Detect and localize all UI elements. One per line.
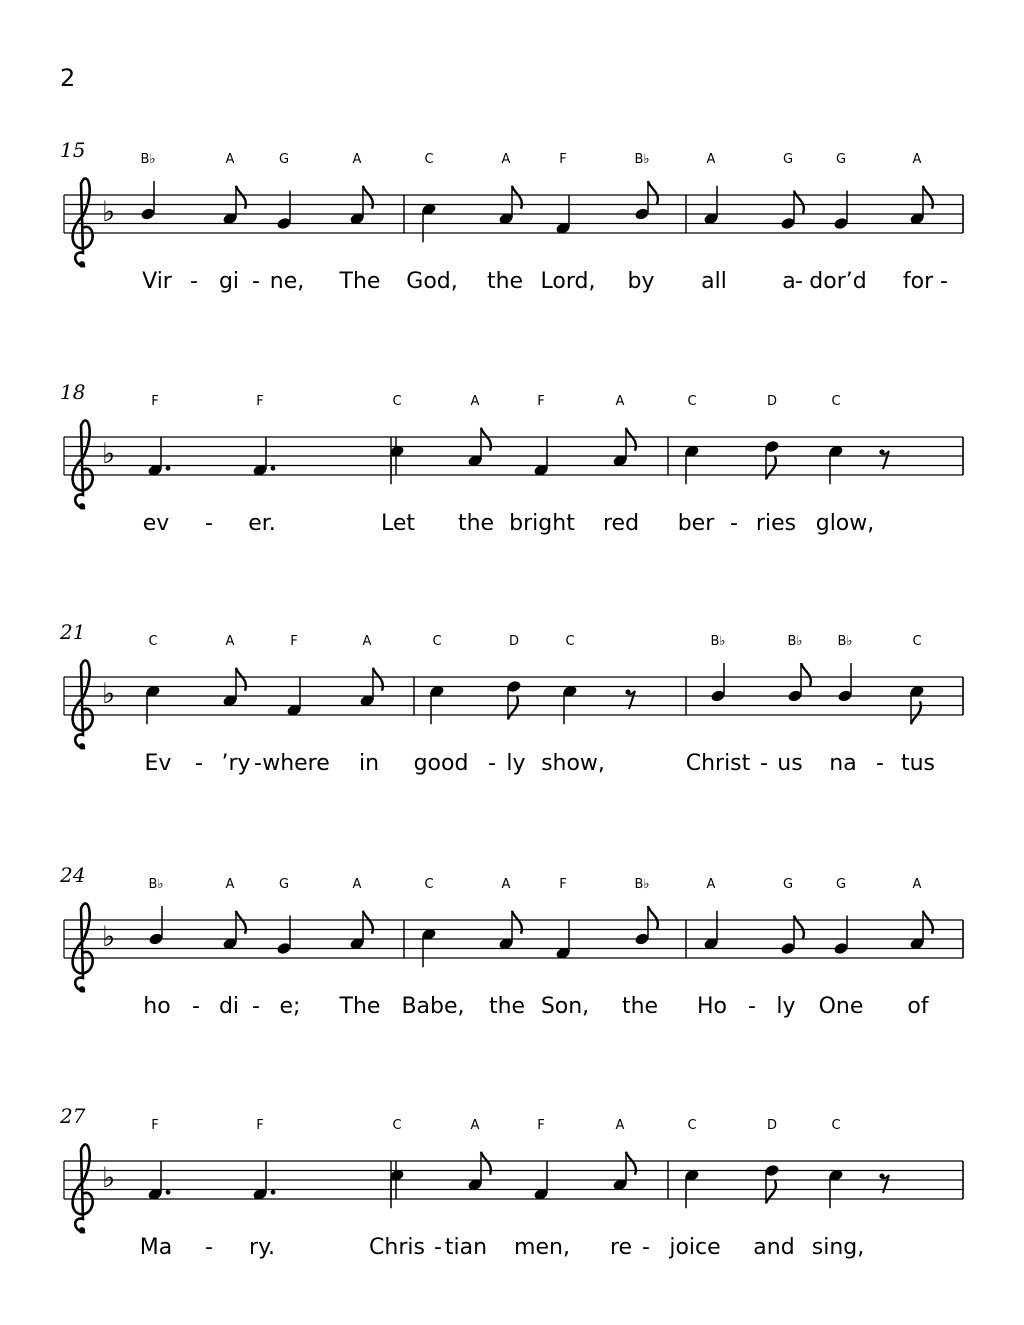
note-name: A [352, 152, 362, 167]
note-flag [236, 186, 246, 209]
lyric-syllable: ber [677, 511, 715, 536]
note-name: F [290, 634, 298, 649]
lyric-syllable: of [907, 994, 929, 1019]
key-signature-flat-icon: ♭ [102, 677, 116, 710]
note-flag [508, 697, 518, 720]
lyric-syllable: by [627, 269, 655, 294]
page-number: 2 [60, 64, 76, 92]
lyric-syllable: the [488, 994, 526, 1019]
lyric-syllable: Son, [540, 994, 590, 1019]
note-name: F [537, 394, 545, 409]
lyric-syllable: - [795, 269, 803, 294]
note-name: G [835, 877, 847, 892]
lyric-syllable: red [602, 511, 640, 536]
note-name: A [225, 152, 235, 167]
note-name: A [615, 1118, 625, 1133]
note-name: C [687, 1118, 697, 1133]
clef-tail-dot [79, 261, 85, 267]
rest-dot [879, 1173, 884, 1178]
note-name: A [225, 877, 235, 892]
note-name: F [256, 1118, 264, 1133]
note-name: C [565, 634, 575, 649]
clef-tail-dot [79, 503, 85, 509]
lyric-syllable: - [252, 269, 260, 294]
lyric-syllable: ho [143, 994, 171, 1019]
note-flag [481, 1152, 491, 1175]
lyric-syllable: where [262, 751, 330, 776]
lyric-syllable: Vir [142, 269, 172, 294]
lyric-syllable: re [609, 1235, 633, 1260]
lyric-syllable: - [488, 751, 496, 776]
note-flag [766, 457, 776, 480]
lyric-syllable: us [777, 751, 803, 776]
note-flag [648, 181, 658, 204]
note-name: A [706, 152, 716, 167]
key-signature-flat-icon: ♭ [102, 920, 116, 953]
lyric-syllable: - [192, 994, 200, 1019]
key-signature-flat-icon: ♭ [102, 437, 116, 470]
lyric-syllable: a [782, 269, 796, 294]
lyric-syllable: Babe, [401, 994, 465, 1019]
lyric-syllable: ne, [269, 269, 305, 294]
note-name: F [256, 394, 264, 409]
lyric-syllable: tian [444, 1235, 488, 1260]
rest-dot [625, 689, 630, 694]
note-name: C [831, 1118, 841, 1133]
lyric-syllable: Christ [685, 751, 751, 776]
lyric-syllable: ’ry [221, 751, 251, 776]
lyric-syllable: the [621, 994, 659, 1019]
lyric-syllable: Lord, [540, 269, 596, 294]
note-name: C [148, 634, 158, 649]
dot [271, 1190, 276, 1195]
lyric-syllable: ry. [249, 1235, 275, 1260]
lyric-syllable: the [486, 269, 524, 294]
lyric-syllable: men, [514, 1235, 570, 1260]
lyric-syllable: - [195, 751, 203, 776]
lyric-syllable: joice [669, 1235, 721, 1260]
note-name: A [501, 152, 511, 167]
lyric-syllable: The [339, 994, 381, 1019]
note-name: F [559, 152, 567, 167]
note-flag [801, 663, 811, 686]
staff-system [60, 138, 963, 294]
treble-clef-icon [73, 178, 93, 266]
treble-clef-icon [73, 1144, 93, 1232]
note-flag [648, 906, 658, 929]
note-name: F [151, 394, 159, 409]
note-name: C [831, 394, 841, 409]
note-name: B♭ [634, 877, 650, 892]
lyric-syllable: na [829, 751, 857, 776]
treble-clef-icon [73, 420, 93, 508]
lyric-syllable: - [876, 751, 884, 776]
note-name: C [424, 877, 434, 892]
note-name: G [278, 877, 290, 892]
note-name: C [432, 634, 442, 649]
note-flag [236, 911, 246, 934]
lyric-syllable: the [457, 511, 495, 536]
note-name: B♭ [710, 634, 726, 649]
lyric-syllable: ly [506, 751, 526, 776]
lyric-syllable: in [358, 751, 380, 776]
rest-dot [879, 449, 884, 454]
lyric-syllable: di [218, 994, 240, 1019]
lyric-syllable: - [254, 751, 262, 776]
note-name: A [470, 1118, 480, 1133]
note-flag [794, 916, 804, 939]
note-name: B♭ [837, 634, 853, 649]
staff-system [59, 620, 963, 776]
measure-number: 27 [60, 1104, 86, 1128]
note-flag [923, 186, 933, 209]
lyric-syllable: - [748, 994, 756, 1019]
lyric-syllable: - [642, 1235, 650, 1260]
note-flag [911, 701, 921, 724]
note-name: G [782, 152, 794, 167]
note-flag [512, 911, 522, 934]
note-name: A [615, 394, 625, 409]
note-name: F [559, 877, 567, 892]
note-name: A [352, 877, 362, 892]
note-name: A [362, 634, 372, 649]
note-name: C [912, 634, 922, 649]
note-name: C [392, 1118, 402, 1133]
note-flag [363, 186, 373, 209]
note-name: A [225, 634, 235, 649]
note-flag [626, 428, 636, 451]
measure-number: 21 [60, 620, 86, 644]
note-flag [626, 1152, 636, 1175]
treble-clef-icon [73, 903, 93, 991]
dot [166, 1190, 171, 1195]
key-signature-flat-icon: ♭ [102, 1161, 116, 1194]
note-flag [923, 911, 933, 934]
lyric-syllable: glow, [815, 511, 875, 536]
lyric-syllable: - [730, 511, 738, 536]
note-name: A [912, 877, 922, 892]
note-flag [512, 186, 522, 209]
note-name: C [687, 394, 697, 409]
note-flag [481, 428, 491, 451]
lyric-syllable: - [434, 1235, 442, 1260]
note-flag [794, 191, 804, 214]
note-name: D [508, 634, 520, 649]
staff-system [59, 1104, 963, 1260]
measure-number: 24 [60, 863, 86, 887]
note-name: A [706, 877, 716, 892]
key-signature-flat-icon: ♭ [102, 195, 116, 228]
lyric-syllable: One [818, 994, 864, 1019]
lyric-syllable: - [940, 269, 948, 294]
lyric-syllable: bright [509, 511, 575, 536]
staff-system [60, 380, 963, 536]
note-name: B♭ [140, 152, 156, 167]
note-flag [236, 668, 246, 691]
note-name: F [537, 1118, 545, 1133]
dot [166, 466, 171, 471]
lyric-syllable: and [753, 1235, 795, 1260]
note-name: B♭ [148, 877, 164, 892]
lyric-syllable: tus [900, 751, 936, 776]
lyric-syllable: all [701, 269, 727, 294]
lyric-syllable: sing, [811, 1235, 865, 1260]
lyric-syllable: Ho [696, 994, 728, 1019]
lyric-syllable: ly [776, 994, 796, 1019]
note-name: B♭ [787, 634, 803, 649]
dot [271, 466, 276, 471]
lyric-syllable: ev [142, 511, 170, 536]
note-name: C [392, 394, 402, 409]
lyric-syllable: - [760, 751, 768, 776]
lyric-syllable: Ma [139, 1235, 173, 1260]
note-name: C [424, 152, 434, 167]
note-flag [363, 911, 373, 934]
note-name: B♭ [634, 152, 650, 167]
staff-system [59, 863, 963, 1019]
lyric-syllable: e; [279, 994, 301, 1019]
note-flag [373, 668, 383, 691]
lyric-syllable: er. [248, 511, 276, 536]
clef-tail-dot [79, 1227, 85, 1233]
lyric-syllable: - [205, 511, 213, 536]
lyric-syllable: dor’d [809, 269, 867, 294]
note-name: D [766, 394, 778, 409]
lyric-syllable: gi [218, 269, 240, 294]
lyric-syllable: Let [380, 511, 416, 536]
clef-tail-dot [79, 743, 85, 749]
treble-clef-icon [73, 660, 93, 748]
note-name: A [912, 152, 922, 167]
lyric-syllable: ries [755, 511, 797, 536]
measure-number: 15 [60, 138, 86, 162]
note-name: G [278, 152, 290, 167]
note-name: A [501, 877, 511, 892]
note-name: D [766, 1118, 778, 1133]
lyric-syllable: - [205, 1235, 213, 1260]
clef-tail-dot [79, 986, 85, 992]
measure-number: 18 [60, 380, 86, 404]
lyric-syllable: for [902, 269, 934, 294]
lyric-syllable: - [190, 269, 198, 294]
lyric-syllable: show, [541, 751, 605, 776]
note-name: G [835, 152, 847, 167]
note-name: A [470, 394, 480, 409]
lyric-syllable: The [339, 269, 381, 294]
lyric-syllable: God, [406, 269, 458, 294]
note-name: G [782, 877, 794, 892]
note-flag [766, 1181, 776, 1204]
lyric-syllable: - [252, 994, 260, 1019]
lyric-syllable: Chris [369, 1235, 425, 1260]
lyric-syllable: Ev [144, 751, 172, 776]
note-name: F [151, 1118, 159, 1133]
lyric-syllable: good [413, 751, 469, 776]
